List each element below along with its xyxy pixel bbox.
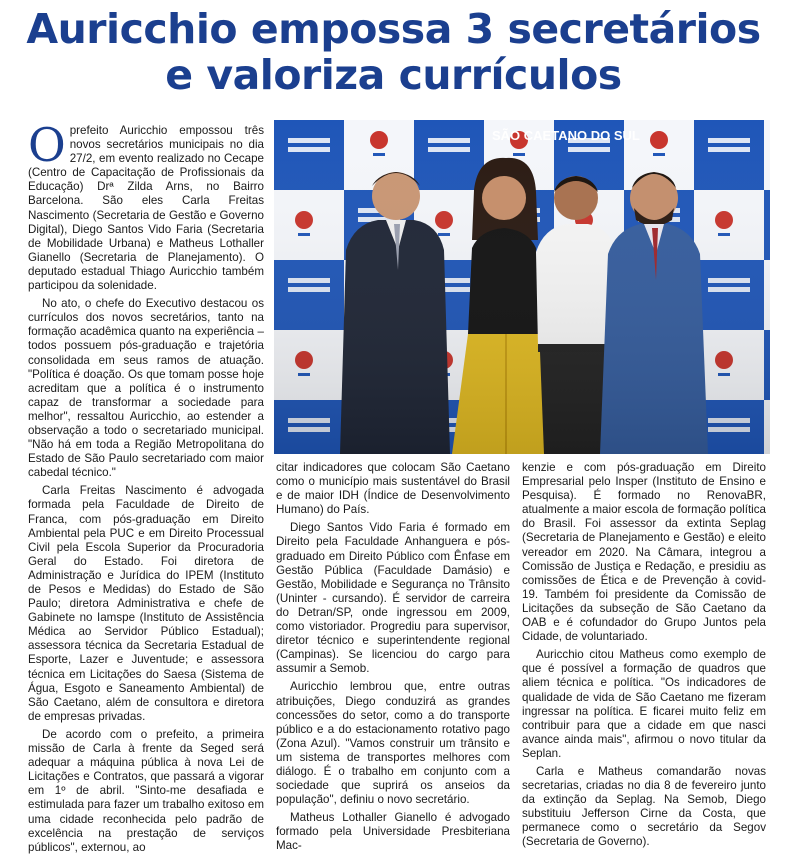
article-column-3: [522, 461, 766, 854]
paragraph-lead: [28, 118, 264, 293]
paragraph: Carla e Matheus comandarão novas secretarias, criadas no dia 8 de fevereiro junto da extinção da Seplag. Na Semob, Diego substituiu Jefferson Cirne da Costa, que permanece como o secretário da Segov (Secretaria de Governo).: [522, 764, 766, 849]
headline-line-1: Auricchio empossa 3 secretários: [26, 5, 761, 53]
paragraph: Auricchio citou Matheus como exemplo de que é possível a formação de quadros que aliem técnica e política. "Os indicadores de qualidade de vida de São Caetano me fizeram ingressar na política. E ficarei muito feliz em contribuir para que a cidade em que nasci avance ainda mais", afirmou o novo titular da Seplan.: [522, 648, 766, 760]
paragraph-text: prefeito Auricchio empossou três novos secretários municipais no dia 27/2, em evento realizado no Cecape (Centro de Capacitação de Profissionais da Educação) Drª Zilda Arns, no Bairro Barcelona. São eles Carla Freitas Nascimento (Secretaria de Gestão e Governo Digital), Diego Santos Vido Faria (Secretaria de Mobilidade Urbana) e Matheus Lothaller Gianello (Secretaria de Planejamento). O deputado estadual Thiago Auricchio também participou da solenidade.: [28, 124, 264, 293]
paragraph: Auricchio lembrou que, entre outras atribuições, Diego conduzirá as grandes concessões do setor, como a do transporte público e a do estacionamento rotativo pago (Zona Azul). "Vamos construir um trânsito e um sistema de transportes melhores com diálogo. É o trabalho em conjunto com a sociedade que suprirá os anseios da população", definiu o novo secretário.: [276, 680, 510, 807]
paragraph: De acordo com o prefeito, a primeira missão de Carla à frente da Seged será adequar a máquina pública à nova Lei de Licitações e Contratos, que passará a vigorar em 1º de abril. "Sinto-me desafiada e estimulada para fazer um trabalho exitoso em uma cidade reconhecida pelo padrão de excelência na prestação de serviços públicos", externou, ao: [28, 727, 264, 854]
article-column-2: [276, 461, 510, 858]
paragraph: No ato, o chefe do Executivo destacou os currículos dos novos secretários, tanto na formação acadêmica quanto na experiência – todos possuem pós-graduação e trajetória consolidada em seus ramos de atuação. "Política é doação. Os que tomam posse hoje acreditam que a política é o instrumento capaz de transformar a sociedade para melhor", ressaltou Auricchio, ao estender a observação a todo o secretariado municipal. "Não há em toda a Região Metropolitana do Estado de São Paulo secretariado com maior cabedal técnico.": [28, 297, 264, 480]
paragraph: Matheus Lothaller Gianello é advogado formado pela Universidade Presbiteriana Mac-: [276, 811, 510, 853]
paragraph-continued: citar indicadores que colocam São Caetano como o município mais sustentável do Brasil e de maior IDH (Índice de Desenvolvimento Humano) do País.: [276, 461, 510, 517]
paragraph: Diego Santos Vido Faria é formado em Direito pela Faculdade Anhanguera e pós-graduado em Direito Público com Ênfase em Gestão Pública (Faculdade Damásio) e Gestão, Mobilidade e Segurança no Trânsito (Uninter - cursando). É servidor de carreira do Detran/SP, onde ingressou em 2009, como vistoriador. Progrediu para supervisor, diretor técnico e superintendente regional (Campinas). Se licenciou do cargo para assumir a Semob.: [276, 521, 510, 676]
paragraph-continued: kenzie e com pós-graduação em Direito Empresarial pelo Insper (Instituto de Ensino e Pesquisa). É formado no RenovaBR, atualmente a maior escola de formação política do Brasil. Foi assessor da extinta Seplag (Secretaria de Planejamento e Gestão) e eleito vereador em 2020. Na Câmara, integrou a Comissão de Justiça e Redação, e presidiu as comissões de Ética e de Prevenção à covid-19. Também foi presidente da Comissão de Licitações da subseção de São Caetano da OAB e é cofundador do Grupo Juntos pela Cidade, de voluntariado.: [522, 461, 766, 644]
paragraph: Carla Freitas Nascimento é advogada formada pela Faculdade de Direito de Franca, com pós-graduação em Direito Ambiental pela PUC e em Direito Processual Civil pela Escola Superior da Procuradoria Geral do Estado. Foi diretora de Administração e Jurídica do IPEM (Instituto de Pesos e Medidas) do Estado de São Paulo; diretora Administrativa e chefe de Gabinete no Iamspe (Instituto de Assistência Médica ao Servidor Público Estadual); assessora técnica da Secretaria Estadual de Esporte, Lazer e Juventude; e assessora técnica em Licitações do Saesa (Sistema de Água, Esgoto e Saneamento Ambiental) de São Caetano, além de consultora e diretora de empresas privadas.: [28, 484, 264, 723]
headline-line-2: e valoriza currículos: [165, 51, 622, 99]
article-column-1: [28, 118, 264, 859]
drop-cap: O: [28, 118, 66, 172]
headline: [0, 6, 787, 98]
article-photo: [274, 120, 770, 454]
